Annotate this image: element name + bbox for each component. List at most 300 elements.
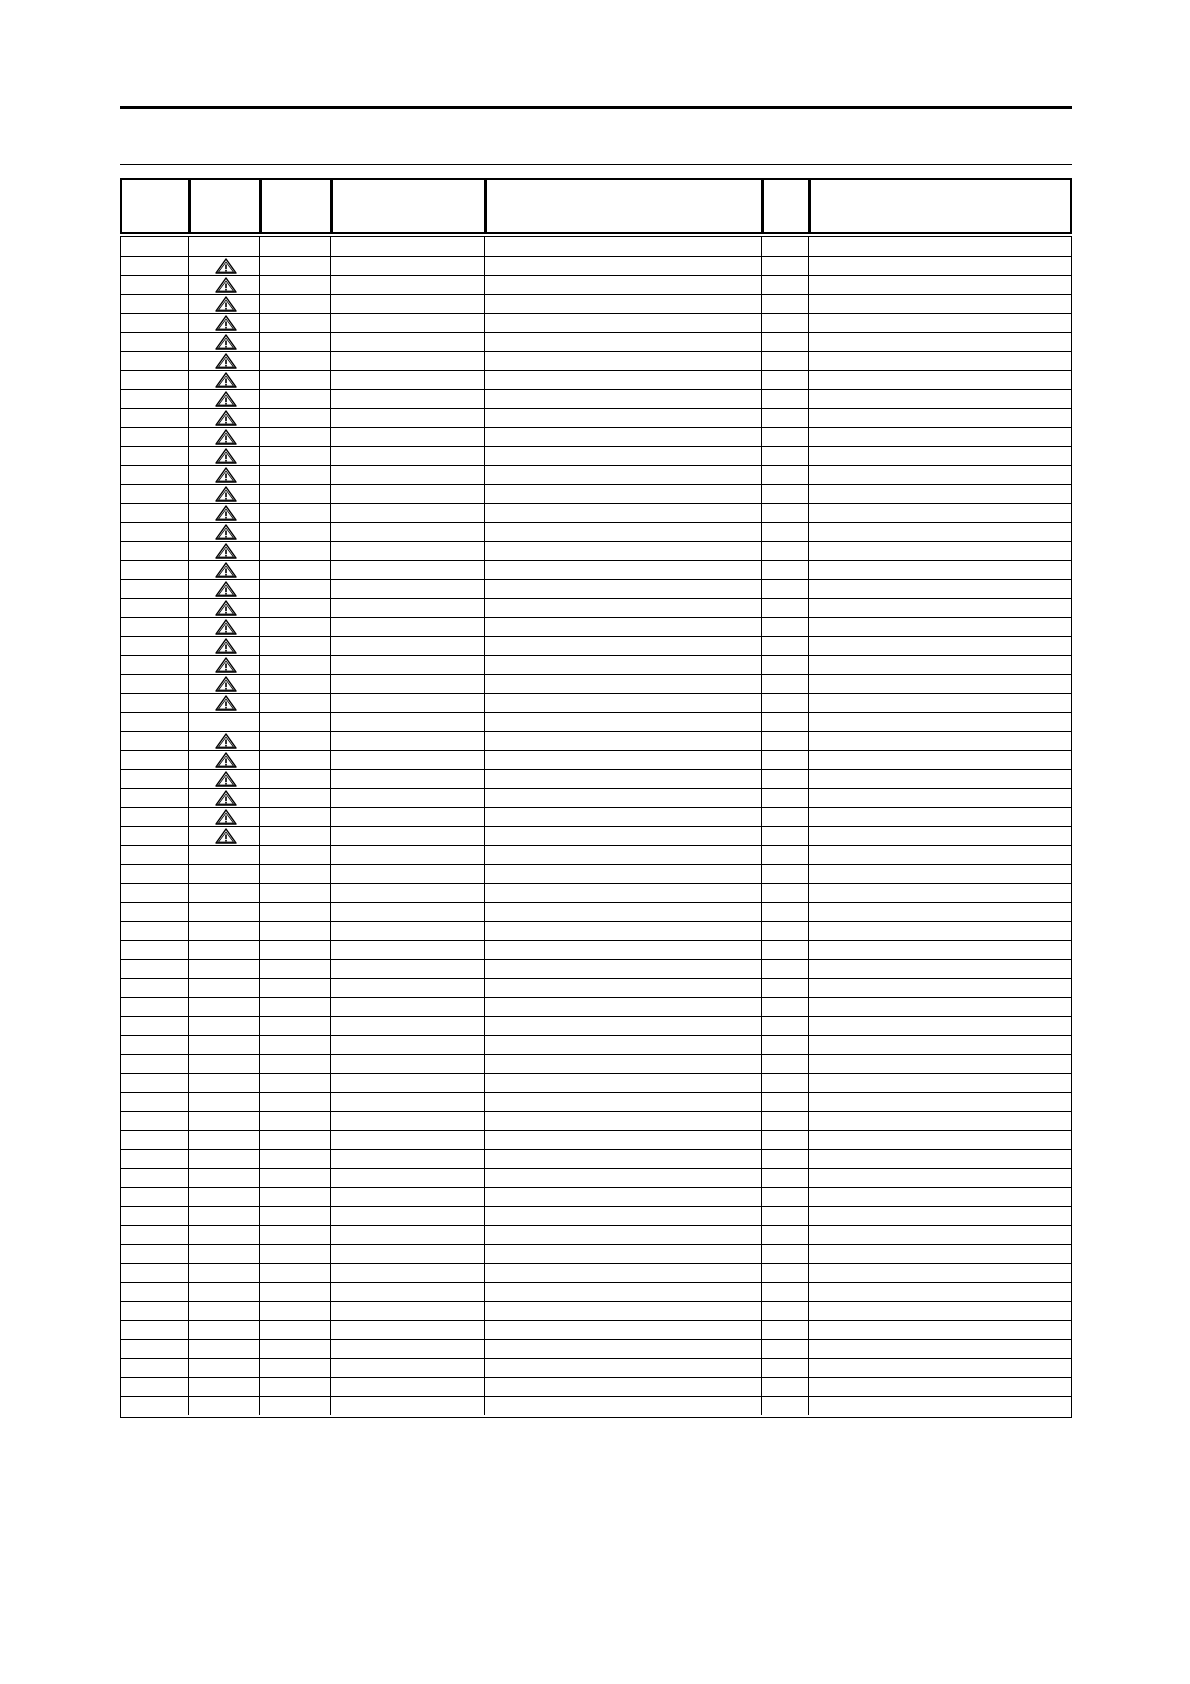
table-cell <box>485 675 762 693</box>
table-cell <box>121 979 189 997</box>
table-cell <box>762 1397 809 1415</box>
table-cell <box>809 447 1073 465</box>
warning-triangle-icon <box>215 296 237 312</box>
table-cell <box>121 1188 189 1206</box>
table-cell <box>121 618 189 636</box>
table-row <box>121 294 1071 313</box>
table-cell <box>485 998 762 1016</box>
table-cell <box>121 732 189 750</box>
table-row <box>121 1396 1071 1415</box>
table-cell <box>260 1264 331 1282</box>
table-cell <box>485 1169 762 1187</box>
warning-triangle-icon <box>215 486 237 502</box>
table-cell <box>809 371 1073 389</box>
table-cell <box>260 789 331 807</box>
table-cell <box>331 770 485 788</box>
table-cell <box>260 485 331 503</box>
table-row <box>121 1225 1071 1244</box>
table-cell <box>762 466 809 484</box>
table-cell <box>331 941 485 959</box>
table-cell <box>260 504 331 522</box>
table-row <box>121 1130 1071 1149</box>
table-cell <box>121 808 189 826</box>
table-cell <box>331 1245 485 1263</box>
table-cell <box>260 1378 331 1396</box>
table-cell <box>189 1397 260 1415</box>
table-cell <box>121 1264 189 1282</box>
table-cell <box>762 599 809 617</box>
table-cell <box>809 960 1073 978</box>
warning-triangle-icon <box>215 752 237 768</box>
table-cell <box>331 1036 485 1054</box>
table-cell <box>762 314 809 332</box>
table-cell <box>809 656 1073 674</box>
table-row <box>121 1092 1071 1111</box>
table-cell <box>121 580 189 598</box>
table-cell <box>331 1169 485 1187</box>
table-cell <box>485 1245 762 1263</box>
table-cell <box>189 960 260 978</box>
table-cell <box>260 447 331 465</box>
table-cell <box>331 713 485 731</box>
table-cell <box>189 903 260 921</box>
table-cell <box>121 371 189 389</box>
table-cell <box>189 713 260 731</box>
table-cell <box>331 618 485 636</box>
table-cell <box>762 1112 809 1130</box>
table-cell <box>189 1264 260 1282</box>
table-cell <box>762 1207 809 1225</box>
table-cell <box>485 903 762 921</box>
table-row <box>121 1016 1071 1035</box>
table-cell <box>121 1378 189 1396</box>
table-cell <box>121 428 189 446</box>
table-cell <box>485 770 762 788</box>
table-cell <box>121 295 189 313</box>
table-row <box>121 617 1071 636</box>
header-separator <box>120 164 1072 165</box>
table-row <box>121 427 1071 446</box>
warning-triangle-icon <box>215 790 237 806</box>
table-cell <box>809 580 1073 598</box>
table-row <box>121 389 1071 408</box>
table-cell <box>331 1131 485 1149</box>
table-cell <box>809 713 1073 731</box>
table-cell <box>121 1169 189 1187</box>
warning-triangle-icon <box>215 524 237 540</box>
table-cell <box>762 1245 809 1263</box>
table-cell <box>331 542 485 560</box>
table-cell <box>485 371 762 389</box>
table-cell <box>331 1017 485 1035</box>
table-cell <box>331 447 485 465</box>
table-cell <box>809 618 1073 636</box>
table-cell <box>809 485 1073 503</box>
table-cell <box>485 257 762 275</box>
table-cell <box>121 504 189 522</box>
table-cell <box>762 428 809 446</box>
table-cell <box>121 1150 189 1168</box>
table-cell <box>762 1055 809 1073</box>
table-cell <box>260 409 331 427</box>
warning-triangle-icon <box>215 809 237 825</box>
table-cell <box>260 618 331 636</box>
table-row <box>121 237 1071 256</box>
table-cell <box>485 941 762 959</box>
table-cell <box>762 237 809 256</box>
table-cell <box>809 865 1073 883</box>
table-cell <box>762 1359 809 1377</box>
table-cell <box>809 542 1073 560</box>
table-cell <box>809 1302 1073 1320</box>
table-cell <box>121 352 189 370</box>
table-cell <box>809 1169 1073 1187</box>
table-cell <box>762 1188 809 1206</box>
warning-triangle-icon <box>215 505 237 521</box>
table-cell <box>331 732 485 750</box>
table-row <box>121 332 1071 351</box>
table-cell <box>485 1036 762 1054</box>
table-cell <box>809 1264 1073 1282</box>
table-cell <box>485 865 762 883</box>
table-cell <box>260 314 331 332</box>
table-cell <box>762 485 809 503</box>
table-cell <box>189 1150 260 1168</box>
table-cell <box>331 428 485 446</box>
table-cell <box>809 751 1073 769</box>
table-cell <box>331 827 485 845</box>
table-row <box>121 1244 1071 1263</box>
table-row <box>121 1206 1071 1225</box>
table-cell <box>121 1397 189 1415</box>
header-cell-3 <box>260 178 332 234</box>
table-cell <box>121 1359 189 1377</box>
table-cell <box>331 1093 485 1111</box>
table-cell <box>189 1321 260 1339</box>
table-cell <box>762 1074 809 1092</box>
table-cell <box>485 789 762 807</box>
table-cell <box>260 1055 331 1073</box>
header-cell-5 <box>485 178 763 234</box>
table-row <box>121 959 1071 978</box>
table-cell <box>189 1131 260 1149</box>
table-cell <box>809 637 1073 655</box>
warning-triangle-icon <box>215 334 237 350</box>
table-cell <box>121 1245 189 1263</box>
warning-triangle-icon <box>215 733 237 749</box>
table-row <box>121 940 1071 959</box>
table-cell <box>762 789 809 807</box>
table-cell <box>331 1264 485 1282</box>
table-cell <box>485 504 762 522</box>
table-cell <box>260 1397 331 1415</box>
table-cell <box>809 1055 1073 1073</box>
table-row <box>121 712 1071 731</box>
table-cell <box>331 1283 485 1301</box>
table-cell <box>260 675 331 693</box>
table-cell <box>485 352 762 370</box>
warning-triangle-icon <box>215 695 237 711</box>
table-row <box>121 693 1071 712</box>
warning-triangle-icon <box>215 600 237 616</box>
table-cell <box>331 903 485 921</box>
warning-triangle-icon <box>215 676 237 692</box>
warning-triangle-icon <box>215 277 237 293</box>
table-cell <box>809 884 1073 902</box>
table-cell <box>260 1188 331 1206</box>
table-row <box>121 731 1071 750</box>
table-row <box>121 864 1071 883</box>
table-cell <box>121 1321 189 1339</box>
warning-triangle-icon <box>215 543 237 559</box>
table-row <box>121 788 1071 807</box>
table-cell <box>762 998 809 1016</box>
table-cell <box>809 846 1073 864</box>
table-row <box>121 446 1071 465</box>
table-cell <box>762 1226 809 1244</box>
table-cell <box>485 1074 762 1092</box>
table-cell <box>485 485 762 503</box>
table-cell <box>485 979 762 997</box>
table-row <box>121 313 1071 332</box>
table-cell <box>762 504 809 522</box>
table-cell <box>260 1036 331 1054</box>
table-cell <box>331 466 485 484</box>
table-row <box>121 826 1071 845</box>
table-cell <box>189 1283 260 1301</box>
table-cell <box>331 1112 485 1130</box>
table-cell <box>485 1188 762 1206</box>
table-row <box>121 1054 1071 1073</box>
table-row <box>121 503 1071 522</box>
table-cell <box>121 447 189 465</box>
table-cell <box>121 1017 189 1035</box>
table-row <box>121 1263 1071 1282</box>
table-row <box>121 978 1071 997</box>
table-cell <box>260 1017 331 1035</box>
table-cell <box>121 998 189 1016</box>
table-cell <box>809 827 1073 845</box>
table-cell <box>485 1055 762 1073</box>
table-cell <box>809 1036 1073 1054</box>
table-cell <box>762 580 809 598</box>
warning-triangle-icon <box>215 410 237 426</box>
table-cell <box>809 409 1073 427</box>
table-cell <box>485 1226 762 1244</box>
table-row <box>121 845 1071 864</box>
table-cell <box>762 637 809 655</box>
table-cell <box>809 1093 1073 1111</box>
table-cell <box>762 656 809 674</box>
table-cell <box>809 903 1073 921</box>
table-cell <box>331 1302 485 1320</box>
warning-triangle-icon <box>215 657 237 673</box>
table-row <box>121 997 1071 1016</box>
table-cell <box>260 713 331 731</box>
table-cell <box>121 1340 189 1358</box>
table-cell <box>260 237 331 256</box>
table-cell <box>762 257 809 275</box>
table-cell <box>331 675 485 693</box>
table-cell <box>762 276 809 294</box>
table-cell <box>485 542 762 560</box>
table-cell <box>331 884 485 902</box>
table-cell <box>809 295 1073 313</box>
table-cell <box>260 257 331 275</box>
table-cell <box>485 1302 762 1320</box>
table-cell <box>260 1226 331 1244</box>
table-row <box>121 370 1071 389</box>
table-cell <box>485 618 762 636</box>
table-cell <box>331 1150 485 1168</box>
table-cell <box>260 1340 331 1358</box>
table-cell <box>189 1188 260 1206</box>
table-header <box>120 178 1072 236</box>
table-cell <box>189 1302 260 1320</box>
table-cell <box>485 1264 762 1282</box>
table-cell <box>121 466 189 484</box>
table-cell <box>121 542 189 560</box>
table-cell <box>331 656 485 674</box>
table-cell <box>189 979 260 997</box>
table-cell <box>762 618 809 636</box>
table-cell <box>762 1302 809 1320</box>
table-cell <box>331 751 485 769</box>
table-cell <box>121 485 189 503</box>
table-cell <box>189 1359 260 1377</box>
top-rule <box>120 106 1072 109</box>
table-cell <box>189 846 260 864</box>
table-cell <box>331 960 485 978</box>
warning-triangle-icon <box>215 562 237 578</box>
table-cell <box>121 257 189 275</box>
table-row <box>121 484 1071 503</box>
table-cell <box>485 561 762 579</box>
table-cell <box>121 599 189 617</box>
table-cell <box>260 523 331 541</box>
table-cell <box>331 637 485 655</box>
table-cell <box>260 295 331 313</box>
table-cell <box>331 390 485 408</box>
table-cell <box>485 1340 762 1358</box>
table-cell <box>121 276 189 294</box>
table-cell <box>485 1093 762 1111</box>
table-row <box>121 636 1071 655</box>
table-cell <box>485 1017 762 1035</box>
table-cell <box>809 276 1073 294</box>
table-cell <box>189 1169 260 1187</box>
table-row <box>121 1187 1071 1206</box>
table-cell <box>331 1359 485 1377</box>
table-cell <box>121 637 189 655</box>
table-cell <box>189 865 260 883</box>
table-cell <box>485 1359 762 1377</box>
table-cell <box>121 922 189 940</box>
table-cell <box>260 656 331 674</box>
table-cell <box>260 998 331 1016</box>
table-cell <box>809 523 1073 541</box>
header-cell-2 <box>189 178 261 234</box>
table-cell <box>762 295 809 313</box>
table-row <box>121 1111 1071 1130</box>
table-cell <box>121 1226 189 1244</box>
table-cell <box>762 827 809 845</box>
table-cell <box>121 333 189 351</box>
table-cell <box>260 1283 331 1301</box>
table-cell <box>121 1283 189 1301</box>
table-cell <box>260 694 331 712</box>
table-cell <box>485 1378 762 1396</box>
table-cell <box>485 1207 762 1225</box>
table-cell <box>809 998 1073 1016</box>
table-cell <box>189 1093 260 1111</box>
table-cell <box>485 314 762 332</box>
table-cell <box>331 1397 485 1415</box>
table-row <box>121 1168 1071 1187</box>
table-cell <box>331 314 485 332</box>
table-cell <box>809 1378 1073 1396</box>
table-cell <box>485 827 762 845</box>
table-cell <box>331 808 485 826</box>
table-cell <box>189 922 260 940</box>
table-cell <box>762 884 809 902</box>
table-cell <box>809 466 1073 484</box>
table-cell <box>121 827 189 845</box>
table-row <box>121 1073 1071 1092</box>
table-cell <box>189 1245 260 1263</box>
table-cell <box>121 1112 189 1130</box>
table-cell <box>809 428 1073 446</box>
table-cell <box>809 941 1073 959</box>
table-cell <box>485 732 762 750</box>
table-cell <box>121 1093 189 1111</box>
table-cell <box>260 1359 331 1377</box>
table-cell <box>121 314 189 332</box>
table-cell <box>762 523 809 541</box>
table-cell <box>762 941 809 959</box>
table-cell <box>809 922 1073 940</box>
table-cell <box>762 675 809 693</box>
table-cell <box>121 409 189 427</box>
table-cell <box>762 1321 809 1339</box>
table-cell <box>189 1036 260 1054</box>
table-cell <box>762 390 809 408</box>
table-cell <box>260 599 331 617</box>
table-cell <box>762 903 809 921</box>
table-cell <box>331 504 485 522</box>
table-cell <box>260 276 331 294</box>
table-cell <box>809 1131 1073 1149</box>
table-cell <box>485 751 762 769</box>
table-cell <box>189 1226 260 1244</box>
table-cell <box>189 1340 260 1358</box>
table-cell <box>189 1207 260 1225</box>
table-cell <box>260 732 331 750</box>
table-cell <box>121 865 189 883</box>
table-cell <box>260 542 331 560</box>
table-cell <box>260 884 331 902</box>
table-cell <box>809 675 1073 693</box>
table-row <box>121 541 1071 560</box>
table-cell <box>189 237 260 256</box>
table-cell <box>121 1302 189 1320</box>
table-cell <box>331 523 485 541</box>
table-cell <box>809 789 1073 807</box>
table-cell <box>485 713 762 731</box>
table-cell <box>189 998 260 1016</box>
table-cell <box>260 580 331 598</box>
warning-triangle-icon <box>215 638 237 654</box>
